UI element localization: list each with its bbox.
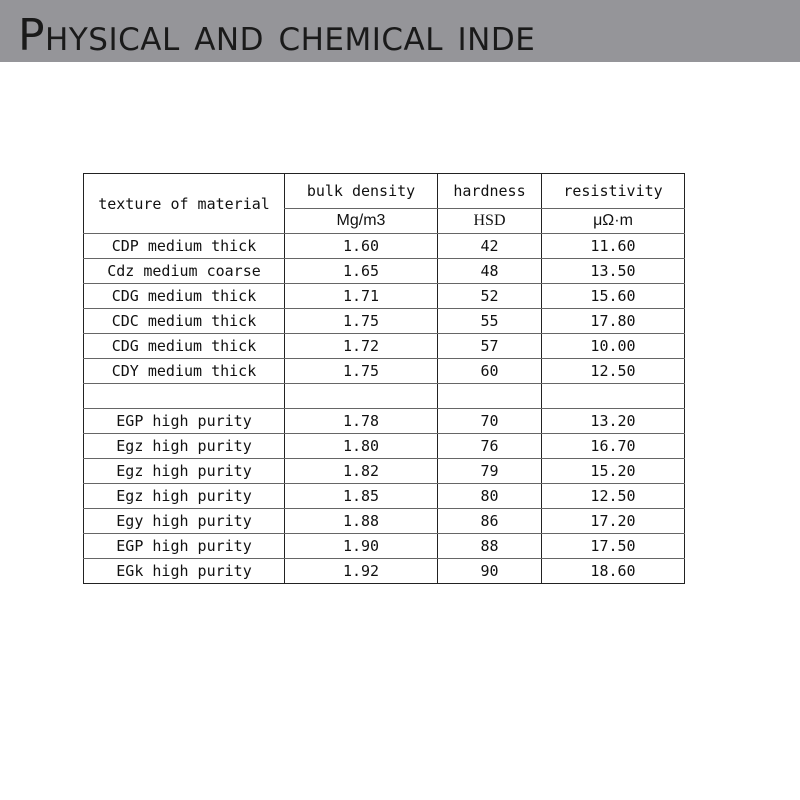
density-cell: 1.92 <box>285 559 438 584</box>
table-header-row <box>84 174 685 209</box>
resistivity-cell: 13.20 <box>542 409 685 434</box>
header-resistivity: resistivity <box>542 174 685 209</box>
resistivity-cell: 13.50 <box>542 259 685 284</box>
density-cell: 1.72 <box>285 334 438 359</box>
material-cell: CDG medium thick <box>84 284 285 309</box>
resistivity-cell: 15.20 <box>542 459 685 484</box>
material-cell <box>84 384 285 409</box>
material-cell: CDP medium thick <box>84 234 285 259</box>
hardness-cell: 60 <box>438 359 542 384</box>
resistivity-cell: 10.00 <box>542 334 685 359</box>
hardness-cell: 76 <box>438 434 542 459</box>
material-cell: CDG medium thick <box>84 334 285 359</box>
hardness-cell: 52 <box>438 284 542 309</box>
density-cell: 1.71 <box>285 284 438 309</box>
header-hardness: hardness <box>438 174 542 209</box>
hardness-cell: 55 <box>438 309 542 334</box>
hardness-cell: 79 <box>438 459 542 484</box>
material-cell: Egz high purity <box>84 459 285 484</box>
table-row <box>84 509 685 534</box>
material-cell: EGP high purity <box>84 409 285 434</box>
resistivity-cell: 15.60 <box>542 284 685 309</box>
hardness-cell <box>438 384 542 409</box>
density-cell: 1.80 <box>285 434 438 459</box>
resistivity-cell: 17.20 <box>542 509 685 534</box>
hardness-cell: 70 <box>438 409 542 434</box>
table-row <box>84 409 685 434</box>
table-row <box>84 309 685 334</box>
material-cell: CDC medium thick <box>84 309 285 334</box>
material-cell: Cdz medium coarse <box>84 259 285 284</box>
table-row <box>84 334 685 359</box>
table-row <box>84 359 685 384</box>
hardness-cell: 88 <box>438 534 542 559</box>
density-cell: 1.75 <box>285 359 438 384</box>
header-density: bulk density <box>285 174 438 209</box>
table-row <box>84 434 685 459</box>
density-cell: 1.65 <box>285 259 438 284</box>
hardness-cell: 42 <box>438 234 542 259</box>
resistivity-cell: 12.50 <box>542 484 685 509</box>
density-cell: 1.90 <box>285 534 438 559</box>
density-cell: 1.75 <box>285 309 438 334</box>
unit-resistivity: μΩ·m <box>542 209 685 234</box>
material-cell: CDY medium thick <box>84 359 285 384</box>
material-cell: EGP high purity <box>84 534 285 559</box>
table-row <box>84 284 685 309</box>
resistivity-cell: 12.50 <box>542 359 685 384</box>
table-row <box>84 534 685 559</box>
material-cell: Egy high purity <box>84 509 285 534</box>
properties-table <box>83 173 685 584</box>
header-material: texture of material <box>84 174 285 234</box>
table-row <box>84 484 685 509</box>
density-cell: 1.88 <box>285 509 438 534</box>
density-cell: 1.78 <box>285 409 438 434</box>
unit-density: Mg/m3 <box>285 209 438 234</box>
table-row-empty <box>84 384 685 409</box>
resistivity-cell: 11.60 <box>542 234 685 259</box>
table-row <box>84 459 685 484</box>
resistivity-cell: 17.50 <box>542 534 685 559</box>
material-cell: EGk high purity <box>84 559 285 584</box>
page-title: Physical and chemical inde <box>18 10 536 61</box>
density-cell: 1.85 <box>285 484 438 509</box>
title-banner <box>0 0 800 62</box>
table-row <box>84 559 685 584</box>
hardness-cell: 80 <box>438 484 542 509</box>
table-row <box>84 234 685 259</box>
hardness-cell: 48 <box>438 259 542 284</box>
hardness-cell: 90 <box>438 559 542 584</box>
unit-hardness: HSD <box>438 209 542 234</box>
resistivity-cell <box>542 384 685 409</box>
density-cell: 1.60 <box>285 234 438 259</box>
resistivity-cell: 17.80 <box>542 309 685 334</box>
density-cell: 1.82 <box>285 459 438 484</box>
table-row <box>84 259 685 284</box>
material-cell: Egz high purity <box>84 434 285 459</box>
resistivity-cell: 18.60 <box>542 559 685 584</box>
density-cell <box>285 384 438 409</box>
resistivity-cell: 16.70 <box>542 434 685 459</box>
material-cell: Egz high purity <box>84 484 285 509</box>
hardness-cell: 57 <box>438 334 542 359</box>
hardness-cell: 86 <box>438 509 542 534</box>
